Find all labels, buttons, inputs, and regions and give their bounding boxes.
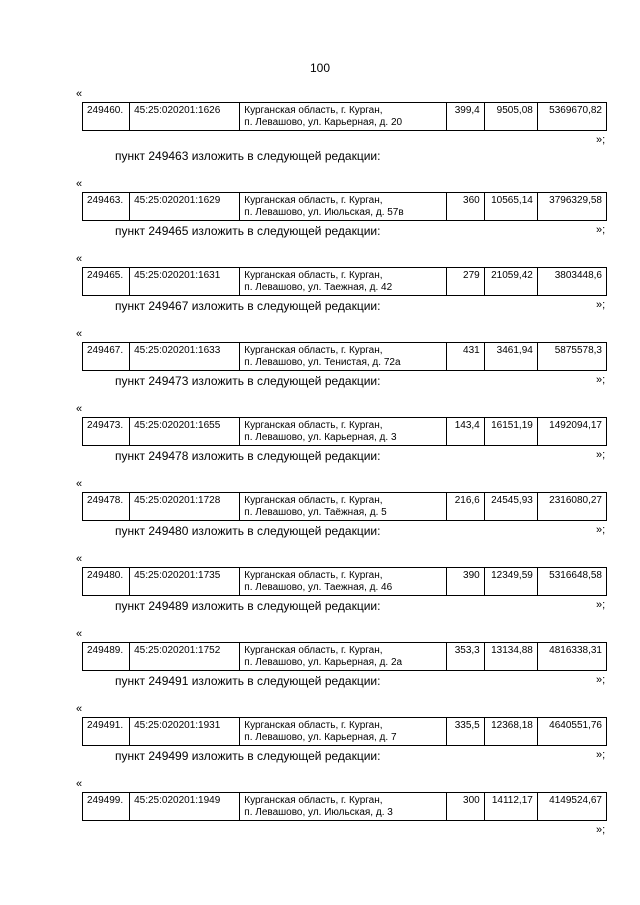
entry-number: 249465. <box>83 268 130 296</box>
cadastral-number: 45:25:020201:1949 <box>130 793 240 821</box>
registry-row <box>82 192 607 221</box>
edit-instruction: пункт 249499 изложить в следующей редакции: <box>115 749 381 763</box>
opening-quote: « <box>76 478 83 490</box>
address-cell <box>240 643 446 671</box>
cadastral-value: 4816338,31 <box>537 643 606 671</box>
registry-row <box>82 792 607 821</box>
edit-instruction: пункт 249491 изложить в следующей редакции: <box>115 674 381 688</box>
opening-quote: « <box>76 178 83 190</box>
closing-quote: »; <box>596 374 606 386</box>
entry-number: 249489. <box>83 643 130 671</box>
area-value: 390 <box>446 568 484 596</box>
entry-number: 249460. <box>83 103 130 131</box>
cadastral-number: 45:25:020201:1655 <box>130 418 240 446</box>
address-cell <box>240 568 446 596</box>
address-line-2: п. Левашово, ул. Карьерная, д. 7 <box>244 732 397 743</box>
area-value: 335,5 <box>446 718 484 746</box>
address-cell <box>240 343 446 371</box>
cadastral-number: 45:25:020201:1626 <box>130 103 240 131</box>
registry-row <box>82 567 607 596</box>
area-value: 431 <box>446 343 484 371</box>
registry-row <box>82 102 607 131</box>
unit-cost-value: 9505,08 <box>484 103 537 131</box>
closing-quote: »; <box>596 224 606 236</box>
address-line-1: Курганская область, г. Курган, <box>244 195 383 206</box>
cadastral-number: 45:25:020201:1728 <box>130 493 240 521</box>
cadastral-number: 45:25:020201:1931 <box>130 718 240 746</box>
address-line-1: Курганская область, г. Курган, <box>244 270 383 281</box>
address-line-2: п. Левашово, ул. Таежная, д. 42 <box>244 282 393 293</box>
opening-quote: « <box>76 703 83 715</box>
unit-cost-value: 10565,14 <box>484 193 537 221</box>
cadastral-value: 3803448,6 <box>537 268 606 296</box>
registry-row <box>82 717 607 746</box>
area-value: 360 <box>446 193 484 221</box>
address-cell <box>240 103 446 131</box>
unit-cost-value: 12349,59 <box>484 568 537 596</box>
address-line-2: п. Левашово, ул. Таёжная, д. 5 <box>244 507 387 518</box>
closing-quote: »; <box>596 299 606 311</box>
cadastral-value: 3796329,58 <box>537 193 606 221</box>
edit-instruction: пункт 249463 изложить в следующей редакции: <box>115 149 381 163</box>
closing-quote: »; <box>596 674 606 686</box>
address-cell <box>240 493 446 521</box>
area-value: 143,4 <box>446 418 484 446</box>
opening-quote: « <box>76 628 83 640</box>
unit-cost-value: 13134,88 <box>484 643 537 671</box>
cadastral-number: 45:25:020201:1735 <box>130 568 240 596</box>
entry-number: 249478. <box>83 493 130 521</box>
address-line-2: п. Левашово, ул. Таежная, д. 46 <box>244 582 393 593</box>
address-line-1: Курганская область, г. Курган, <box>244 720 383 731</box>
cadastral-value: 4149524,67 <box>537 793 606 821</box>
opening-quote: « <box>76 403 83 415</box>
address-cell <box>240 718 446 746</box>
closing-quote: »; <box>596 599 606 611</box>
registry-row <box>82 267 607 296</box>
edit-instruction: пункт 249465 изложить в следующей редакции: <box>115 224 381 238</box>
edit-instruction: пункт 249489 изложить в следующей редакции: <box>115 599 381 613</box>
address-line-1: Курганская область, г. Курган, <box>244 420 383 431</box>
address-line-2: п. Левашово, ул. Июльская, д. 3 <box>244 807 393 818</box>
cadastral-number: 45:25:020201:1629 <box>130 193 240 221</box>
entry-number: 249499. <box>83 793 130 821</box>
closing-quote: »; <box>596 749 606 761</box>
address-line-2: п. Левашово, ул. Карьерная, д. 20 <box>244 117 403 128</box>
cadastral-value: 5316648,58 <box>537 568 606 596</box>
entry-number: 249473. <box>83 418 130 446</box>
cadastral-value: 2316080,27 <box>537 493 606 521</box>
closing-quote: »; <box>596 449 606 461</box>
entry-number: 249480. <box>83 568 130 596</box>
address-line-2: п. Левашово, ул. Карьерная, д. 2а <box>244 657 403 668</box>
closing-quote: »; <box>596 824 606 836</box>
unit-cost-value: 24545,93 <box>484 493 537 521</box>
address-cell <box>240 418 446 446</box>
address-line-2: п. Левашово, ул. Карьерная, д. 3 <box>244 432 397 443</box>
opening-quote: « <box>76 778 83 790</box>
opening-quote: « <box>76 253 83 265</box>
address-line-1: Курганская область, г. Курган, <box>244 795 383 806</box>
address-cell <box>240 793 446 821</box>
address-line-1: Курганская область, г. Курган, <box>244 345 383 356</box>
area-value: 353,3 <box>446 643 484 671</box>
unit-cost-value: 12368,18 <box>484 718 537 746</box>
cadastral-value: 1492094,17 <box>537 418 606 446</box>
cadastral-value: 4640551,76 <box>537 718 606 746</box>
edit-instruction: пункт 249478 изложить в следующей редакции: <box>115 449 381 463</box>
entry-number: 249467. <box>83 343 130 371</box>
address-line-1: Курганская область, г. Курган, <box>244 570 383 581</box>
unit-cost-value: 3461,94 <box>484 343 537 371</box>
registry-row <box>82 342 607 371</box>
unit-cost-value: 21059,42 <box>484 268 537 296</box>
unit-cost-value: 16151,19 <box>484 418 537 446</box>
entry-number: 249463. <box>83 193 130 221</box>
edit-instruction: пункт 249473 изложить в следующей редакции: <box>115 374 381 388</box>
registry-row <box>82 417 607 446</box>
area-value: 279 <box>446 268 484 296</box>
cadastral-value: 5875578,3 <box>537 343 606 371</box>
closing-quote: »; <box>596 524 606 536</box>
address-line-1: Курганская область, г. Курган, <box>244 495 383 506</box>
cadastral-number: 45:25:020201:1752 <box>130 643 240 671</box>
opening-quote: « <box>76 88 83 100</box>
address-cell <box>240 193 446 221</box>
closing-quote: »; <box>596 134 606 146</box>
cadastral-number: 45:25:020201:1633 <box>130 343 240 371</box>
entry-number: 249491. <box>83 718 130 746</box>
page-number: 100 <box>309 61 331 75</box>
opening-quote: « <box>76 553 83 565</box>
registry-row <box>82 492 607 521</box>
area-value: 216,6 <box>446 493 484 521</box>
address-line-2: п. Левашово, ул. Июльская, д. 57в <box>244 207 404 218</box>
registry-row <box>82 642 607 671</box>
address-cell <box>240 268 446 296</box>
address-line-1: Курганская область, г. Курган, <box>244 105 383 116</box>
edit-instruction: пункт 249467 изложить в следующей редакции: <box>115 299 381 313</box>
opening-quote: « <box>76 328 83 340</box>
unit-cost-value: 14112,17 <box>484 793 537 821</box>
area-value: 399,4 <box>446 103 484 131</box>
area-value: 300 <box>446 793 484 821</box>
address-line-1: Курганская область, г. Курган, <box>244 645 383 656</box>
cadastral-value: 5369670,82 <box>537 103 606 131</box>
edit-instruction: пункт 249480 изложить в следующей редакции: <box>115 524 381 538</box>
cadastral-number: 45:25:020201:1631 <box>130 268 240 296</box>
address-line-2: п. Левашово, ул. Тенистая, д. 72а <box>244 357 401 368</box>
